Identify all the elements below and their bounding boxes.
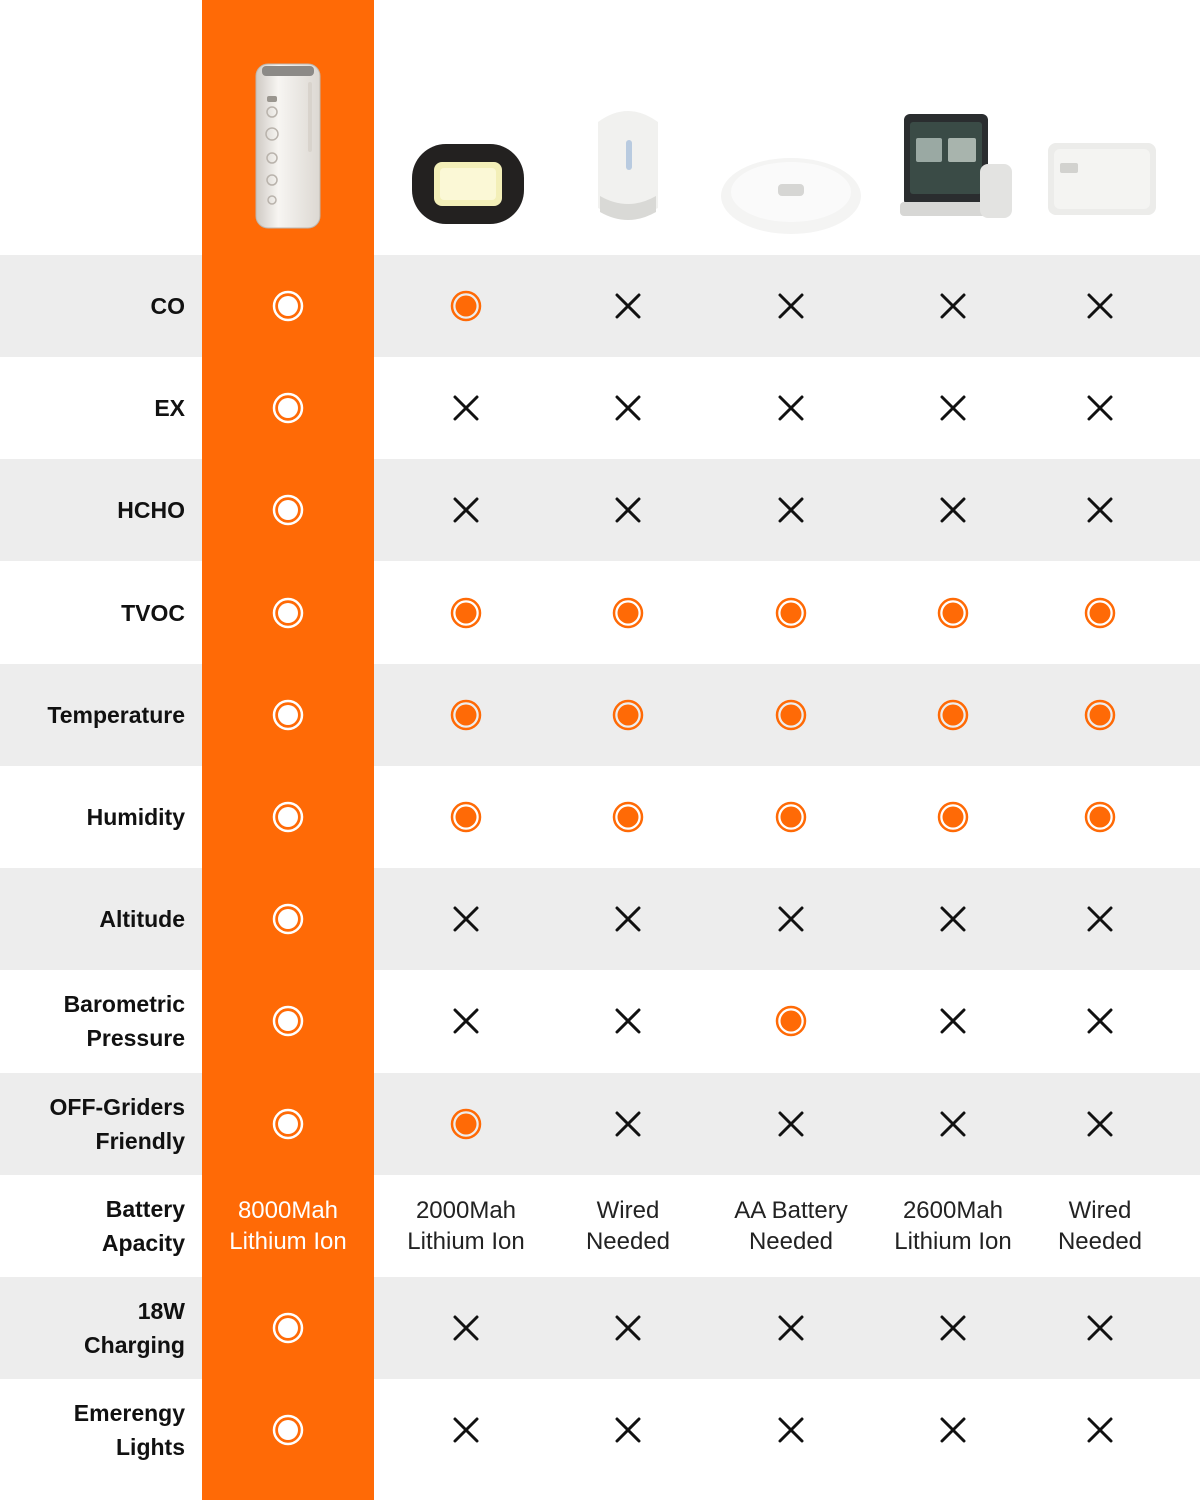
feature-no-icon — [614, 394, 642, 422]
feature-no-icon — [452, 496, 480, 524]
feature-yes-icon-white — [271, 1107, 305, 1141]
table-cell — [868, 1073, 1038, 1175]
table-cell — [381, 459, 551, 561]
table-cell — [543, 1379, 713, 1481]
table-row — [0, 766, 1200, 868]
table-cell — [706, 1277, 876, 1379]
table-cell — [381, 1379, 551, 1481]
table-cell — [706, 1073, 876, 1175]
table-row — [0, 868, 1200, 970]
table-cell — [381, 766, 551, 868]
table-cell — [381, 970, 551, 1072]
feature-yes-icon — [1083, 800, 1117, 834]
feature-no-icon — [939, 496, 967, 524]
feature-no-icon — [777, 496, 805, 524]
table-row — [0, 1379, 1200, 1481]
feature-yes-icon-white — [271, 1004, 305, 1038]
table-cell — [868, 766, 1038, 868]
feature-yes-icon — [1083, 698, 1117, 732]
table-cell — [706, 970, 876, 1072]
table-cell — [203, 1073, 373, 1175]
feature-yes-icon — [774, 1004, 808, 1038]
feature-yes-icon — [936, 698, 970, 732]
table-cell — [1015, 459, 1185, 561]
feature-yes-icon — [449, 698, 483, 732]
table-row — [0, 562, 1200, 664]
feature-no-icon — [614, 1416, 642, 1444]
table-cell — [706, 868, 876, 970]
table-row — [0, 664, 1200, 766]
feature-no-icon — [1086, 1110, 1114, 1138]
feature-no-icon — [1086, 1416, 1114, 1444]
table-cell — [543, 562, 713, 664]
competitor-4-image — [896, 108, 1016, 224]
table-cell — [868, 664, 1038, 766]
table-cell — [381, 1073, 551, 1175]
table-cell — [381, 255, 551, 357]
feature-yes-icon — [449, 596, 483, 630]
feature-yes-icon-white — [271, 1413, 305, 1447]
feature-no-icon — [614, 1314, 642, 1342]
table-cell — [381, 868, 551, 970]
table-cell — [543, 970, 713, 1072]
feature-no-icon — [614, 1110, 642, 1138]
table-cell — [543, 664, 713, 766]
table-cell — [868, 868, 1038, 970]
feature-yes-icon-white — [271, 698, 305, 732]
feature-no-icon — [939, 394, 967, 422]
table-cell — [706, 255, 876, 357]
feature-yes-icon — [449, 289, 483, 323]
feature-yes-icon-white — [271, 800, 305, 834]
table-cell — [868, 459, 1038, 561]
feature-no-icon — [452, 394, 480, 422]
feature-no-icon — [452, 1007, 480, 1035]
competitor-2-image — [582, 100, 674, 230]
table-cell — [381, 562, 551, 664]
cell-text: AA Battery Needed — [734, 1196, 848, 1255]
table-cell — [1015, 970, 1185, 1072]
table-cell — [543, 357, 713, 459]
table-cell — [1015, 255, 1185, 357]
feature-no-icon — [777, 1110, 805, 1138]
row-label: CO — [150, 293, 185, 319]
table-cell — [543, 1175, 713, 1277]
table-cell — [868, 1277, 1038, 1379]
feature-no-icon — [777, 1314, 805, 1342]
table-cell — [1015, 1175, 1185, 1277]
feature-yes-icon — [936, 596, 970, 630]
feature-yes-icon — [611, 800, 645, 834]
table-cell — [381, 357, 551, 459]
table-cell — [543, 868, 713, 970]
feature-yes-icon-white — [271, 289, 305, 323]
feature-yes-icon — [936, 800, 970, 834]
competitor-5-image — [1044, 135, 1160, 223]
feature-no-icon — [1086, 292, 1114, 320]
table-cell — [868, 255, 1038, 357]
table-cell — [203, 970, 373, 1072]
row-label: Humidity — [86, 804, 185, 830]
table-cell — [1015, 1379, 1185, 1481]
cell-text: Wired Needed — [1057, 1196, 1143, 1255]
row-label: OFF-Griders Friendly — [49, 1093, 185, 1154]
feature-no-icon — [939, 1007, 967, 1035]
feature-no-icon — [939, 1314, 967, 1342]
feature-no-icon — [452, 1314, 480, 1342]
table-cell — [868, 1379, 1038, 1481]
table-cell — [706, 766, 876, 868]
row-label: Altitude — [99, 906, 185, 933]
feature-no-icon — [1086, 496, 1114, 524]
table-cell — [706, 1175, 876, 1277]
cell-text: Wired Needed — [585, 1196, 671, 1255]
table-row — [0, 459, 1200, 561]
feature-yes-icon-white — [271, 596, 305, 630]
table-cell — [203, 562, 373, 664]
table-cell — [203, 868, 373, 970]
competitor-3-image — [718, 150, 864, 238]
table-cell — [543, 459, 713, 561]
feature-no-icon — [614, 905, 642, 933]
table-cell — [706, 562, 876, 664]
feature-no-icon — [614, 292, 642, 320]
table-cell — [1015, 766, 1185, 868]
feature-yes-icon — [774, 698, 808, 732]
feature-no-icon — [777, 292, 805, 320]
feature-no-icon — [939, 292, 967, 320]
table-cell — [1015, 664, 1185, 766]
feature-yes-icon-white — [271, 493, 305, 527]
table-row — [0, 357, 1200, 459]
table-cell — [1015, 357, 1185, 459]
table-cell — [203, 1379, 373, 1481]
table-cell — [203, 357, 373, 459]
table-row — [0, 970, 1200, 1072]
table-cell — [381, 664, 551, 766]
table-cell — [1015, 868, 1185, 970]
table-row — [0, 255, 1200, 357]
row-label: TVOC — [121, 599, 185, 626]
feature-yes-icon — [611, 596, 645, 630]
feature-no-icon — [1086, 394, 1114, 422]
feature-no-icon — [1086, 1314, 1114, 1342]
row-label: 18W Charging — [84, 1298, 185, 1358]
table-cell — [543, 255, 713, 357]
table-cell — [543, 1277, 713, 1379]
feature-no-icon — [939, 1416, 967, 1444]
feature-no-icon — [939, 905, 967, 933]
feature-yes-icon — [774, 596, 808, 630]
table-cell — [381, 1277, 551, 1379]
table-cell — [868, 1175, 1038, 1277]
feature-no-icon — [614, 1007, 642, 1035]
table-row — [0, 1175, 1200, 1277]
table-cell — [203, 766, 373, 868]
row-label: Barometric Pressure — [63, 991, 185, 1052]
table-cell — [543, 766, 713, 868]
row-label: Temperature — [47, 701, 185, 728]
cell-text: 2000Mah Lithium Ion — [407, 1196, 525, 1255]
feature-no-icon — [452, 905, 480, 933]
feature-no-icon — [777, 905, 805, 933]
table-cell — [706, 459, 876, 561]
table-cell — [203, 1277, 373, 1379]
table-cell — [543, 1073, 713, 1175]
table-cell — [868, 970, 1038, 1072]
table-cell — [868, 357, 1038, 459]
feature-yes-icon-white — [271, 1311, 305, 1345]
table-cell — [203, 459, 373, 561]
cell-text: 2600Mah Lithium Ion — [894, 1196, 1012, 1255]
table-cell — [706, 357, 876, 459]
cell-text: 8000Mah Lithium Ion — [229, 1196, 347, 1255]
feature-no-icon — [939, 1110, 967, 1138]
feature-yes-icon — [449, 1107, 483, 1141]
table-cell — [381, 1175, 551, 1277]
table-cell — [203, 664, 373, 766]
competitor-1-image — [410, 138, 528, 230]
feature-yes-icon-white — [271, 902, 305, 936]
table-cell — [706, 1379, 876, 1481]
feature-no-icon — [777, 394, 805, 422]
feature-yes-icon — [1083, 596, 1117, 630]
row-label: EX — [154, 395, 185, 422]
row-label: Emerengy Lights — [73, 1400, 185, 1461]
table-cell — [1015, 1073, 1185, 1175]
feature-yes-icon — [611, 698, 645, 732]
table-cell — [203, 1175, 373, 1277]
table-row — [0, 1277, 1200, 1379]
feature-yes-icon — [449, 800, 483, 834]
featured-product-image — [250, 60, 326, 232]
feature-no-icon — [452, 1416, 480, 1444]
table-cell — [706, 664, 876, 766]
table-cell — [1015, 1277, 1185, 1379]
feature-no-icon — [777, 1416, 805, 1444]
table-cell — [1015, 562, 1185, 664]
feature-no-icon — [1086, 1007, 1114, 1035]
feature-no-icon — [614, 496, 642, 524]
table-row — [0, 1073, 1200, 1175]
row-label: Battery Apacity — [101, 1195, 185, 1256]
table-cell — [868, 562, 1038, 664]
table-cell — [203, 255, 373, 357]
feature-yes-icon — [774, 800, 808, 834]
feature-yes-icon-white — [271, 391, 305, 425]
row-label: HCHO — [117, 497, 185, 524]
feature-no-icon — [1086, 905, 1114, 933]
